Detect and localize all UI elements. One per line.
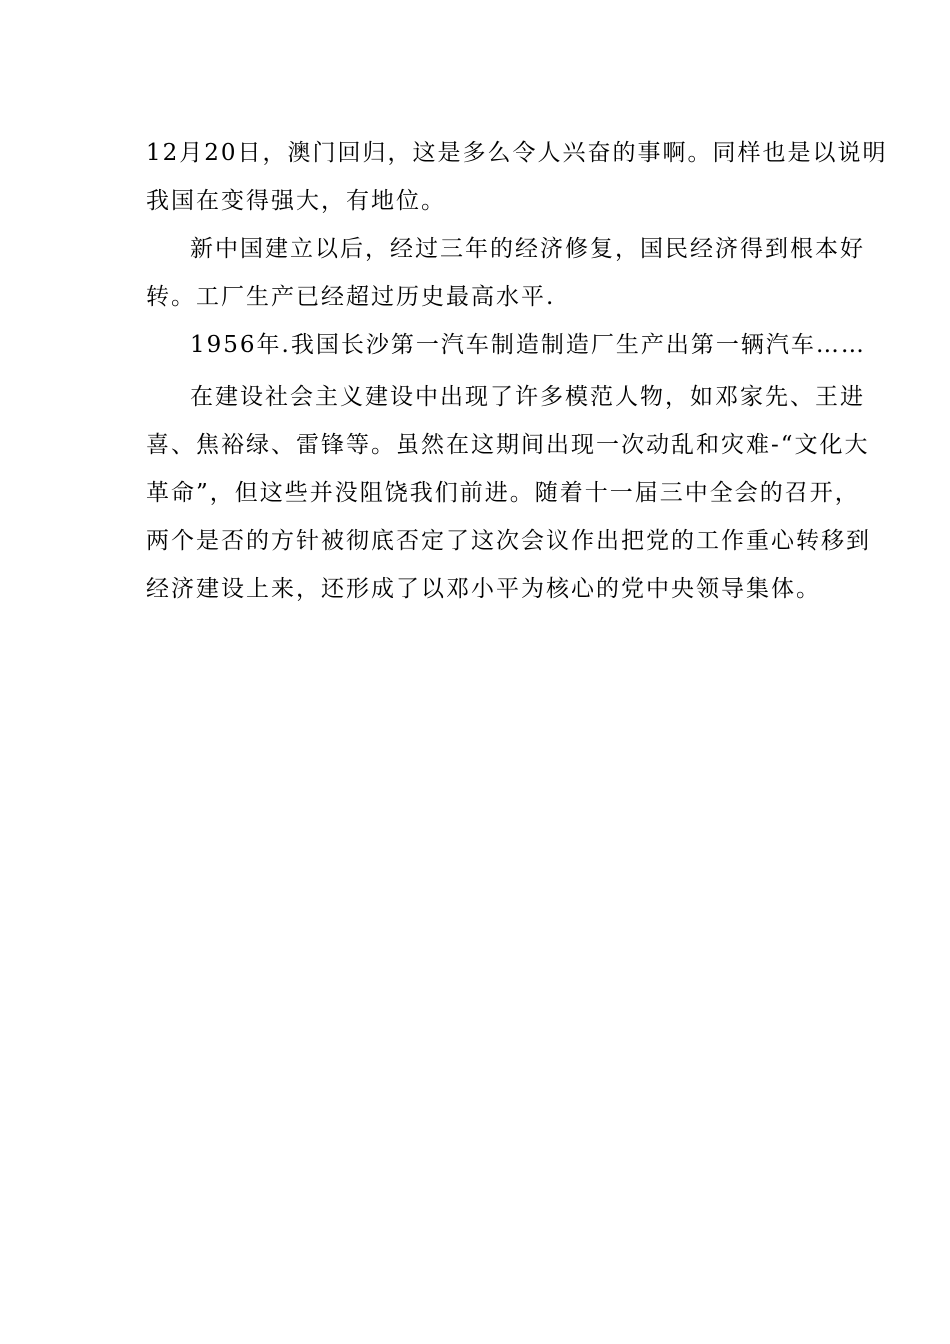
paragraph-2-line-1: 新中国建立以后，经过三年的经济修复，国民经济得到根本好 (190, 236, 865, 262)
paragraph-4-line-2: 喜、焦裕绿、雷锋等。虽然在这期间出现一次动乱和灾难-“文化大 (146, 432, 870, 458)
paragraph-2-line-2: 转。工厂生产已经超过历史最高水平. (146, 284, 556, 310)
paragraph-4-line-1: 在建设社会主义建设中出现了许多模范人物，如邓家先、王进 (190, 384, 865, 410)
paragraph-4-line-3: 革命”，但这些并没阻饶我们前进。随着十一届三中全会的召开， (146, 480, 860, 506)
paragraph-4-line-5: 经济建设上来，还形成了以邓小平为核心的党中央领导集体。 (146, 576, 821, 602)
paragraph-3-line-1: 1956年.我国长沙第一汽车制造制造厂生产出第一辆汽车…… (190, 332, 866, 358)
paragraph-1-line-2: 我国在变得强大，有地位。 (146, 188, 446, 214)
paragraph-4-line-4: 两个是否的方针被彻底否定了这次会议作出把党的工作重心转移到 (146, 528, 871, 554)
paragraph-1-line-1: 12月20日，澳门回归，这是多么令人兴奋的事啊。同样也是以说明 (146, 140, 888, 166)
